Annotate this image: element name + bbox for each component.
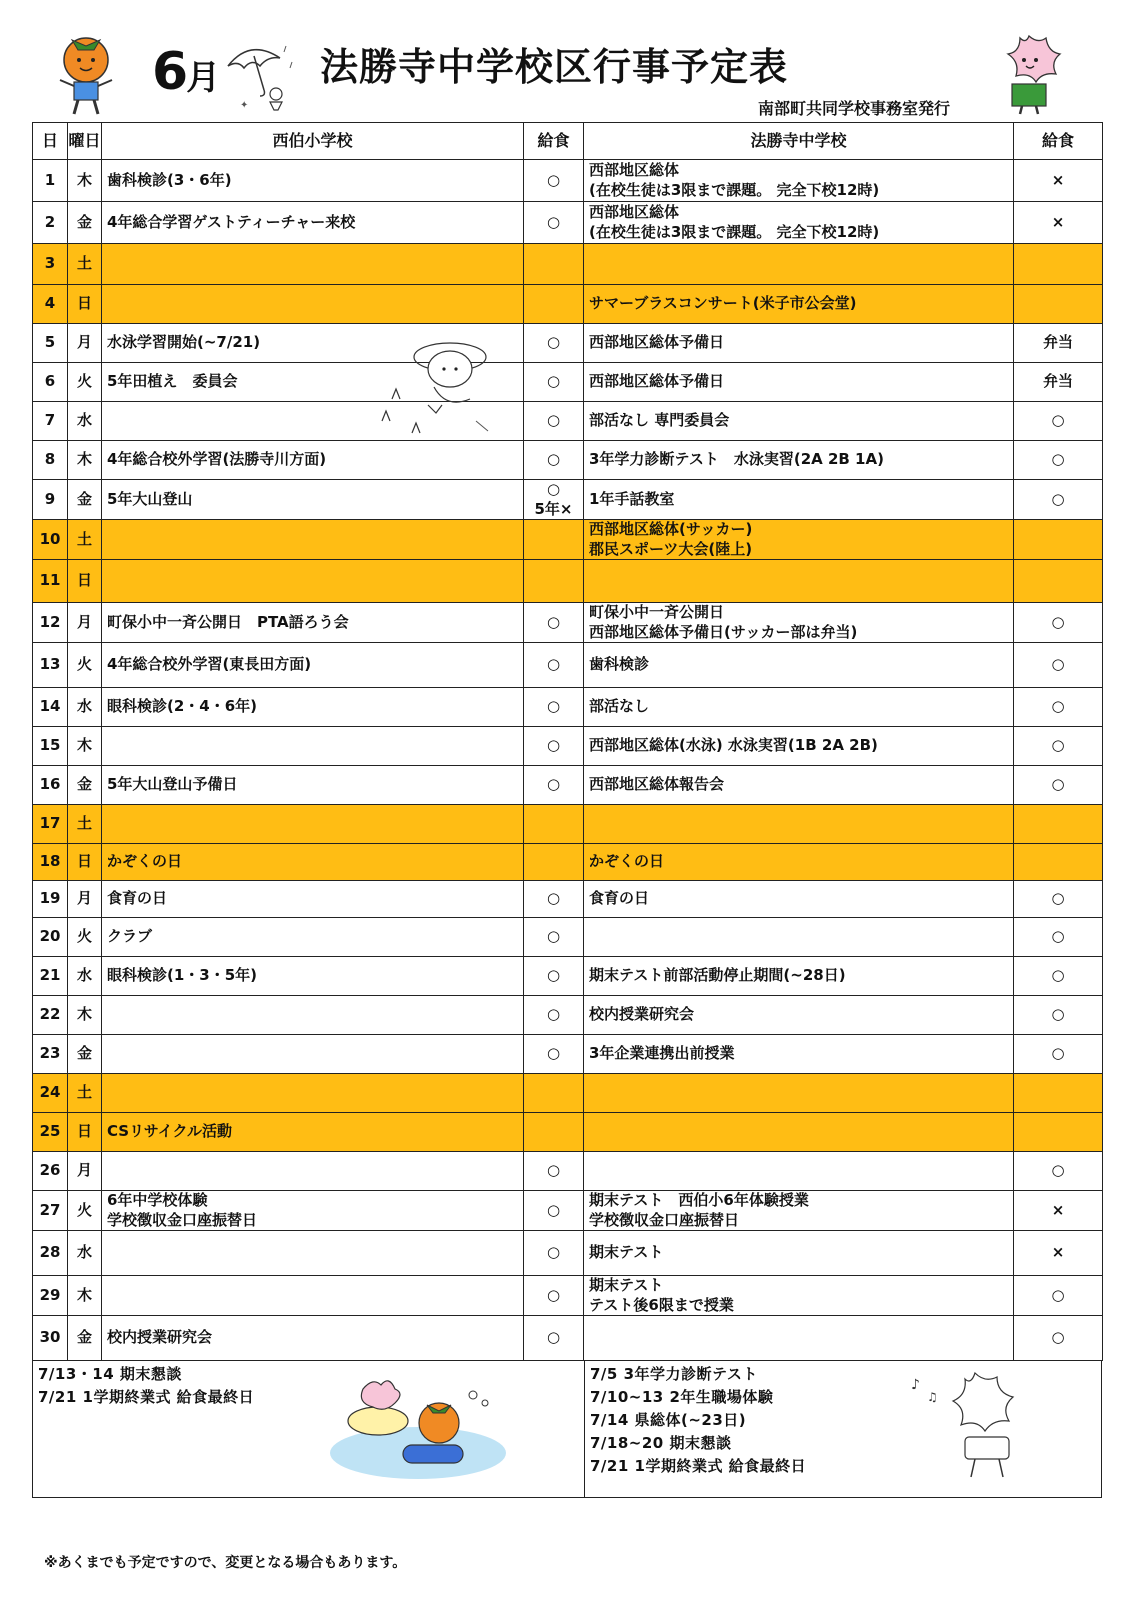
lunch-b-cell: × xyxy=(1014,1191,1103,1231)
day-cell: 24 xyxy=(33,1074,68,1113)
lunch-a-cell xyxy=(524,844,584,881)
lunch-a-cell: ○ xyxy=(524,688,584,727)
table-header-row xyxy=(33,123,1103,160)
footer-left-column xyxy=(33,1361,585,1497)
school-b-event-cell xyxy=(584,1152,1014,1191)
school-a-event-cell xyxy=(102,1035,524,1074)
weekday-cell: 木 xyxy=(68,727,102,766)
publisher-label: 南部町共同学校事務室発行 xyxy=(758,99,951,118)
table-row xyxy=(33,918,1103,957)
table-row xyxy=(33,441,1103,480)
col-header-day: 日 xyxy=(33,123,68,160)
lunch-b-cell: × xyxy=(1014,1231,1103,1276)
footer-right-column xyxy=(585,1361,1101,1497)
day-cell: 16 xyxy=(33,766,68,805)
school-a-event-cell: 眼科検診(1・3・5年) xyxy=(102,957,524,996)
lunch-b-cell: ○ xyxy=(1014,1035,1103,1074)
school-a-event-cell xyxy=(102,520,524,560)
month-label xyxy=(152,42,218,102)
weekday-cell: 水 xyxy=(68,688,102,727)
day-cell: 29 xyxy=(33,1276,68,1316)
weekday-cell: 月 xyxy=(68,324,102,363)
lunch-b-cell: 弁当 xyxy=(1014,324,1103,363)
weekday-cell: 土 xyxy=(68,244,102,285)
weekday-cell: 木 xyxy=(68,160,102,202)
table-row xyxy=(33,1113,1103,1152)
weekday-cell: 火 xyxy=(68,1191,102,1231)
school-a-event-cell xyxy=(102,996,524,1035)
lunch-a-cell: ○ xyxy=(524,603,584,643)
svg-text:♪: ♪ xyxy=(911,1377,920,1393)
school-b-event-cell: 西部地区総体予備日 xyxy=(584,324,1014,363)
day-cell: 21 xyxy=(33,957,68,996)
school-a-event-cell: クラブ xyxy=(102,918,524,957)
lunch-a-cell: ○ xyxy=(524,881,584,918)
weekday-cell: 日 xyxy=(68,844,102,881)
weekday-cell: 土 xyxy=(68,1074,102,1113)
lunch-a-cell xyxy=(524,520,584,560)
school-b-event-cell: 期末テスト テスト後6限まで授業 xyxy=(584,1276,1014,1316)
lunch-b-cell: ○ xyxy=(1014,766,1103,805)
school-b-event-cell: 校内授業研究会 xyxy=(584,996,1014,1035)
weekday-cell: 日 xyxy=(68,285,102,324)
col-header-school-a: 西伯小学校 xyxy=(102,123,524,160)
school-b-event-cell: 期末テスト 西伯小6年体験授業 学校徴収金口座振替日 xyxy=(584,1191,1014,1231)
weekday-cell: 金 xyxy=(68,766,102,805)
lunch-a-cell: ○ xyxy=(524,1191,584,1231)
flower-mascot-icon xyxy=(990,30,1068,116)
school-b-event-cell: 西部地区総体(水泳) 水泳実習(1B 2A 2B) xyxy=(584,727,1014,766)
day-cell: 26 xyxy=(33,1152,68,1191)
school-b-event-cell: 西部地区総体(サッカー) 郡民スポーツ大会(陸上) xyxy=(584,520,1014,560)
day-cell: 10 xyxy=(33,520,68,560)
table-row xyxy=(33,603,1103,643)
table-row xyxy=(33,1231,1103,1276)
table-row xyxy=(33,688,1103,727)
footer-notes xyxy=(32,1361,1102,1498)
page-title: 法勝寺中学校区行事予定表 xyxy=(320,45,789,89)
school-a-event-cell: 校内授業研究会 xyxy=(102,1316,524,1361)
school-b-event-cell: 3年企業連携出前授業 xyxy=(584,1035,1014,1074)
school-a-event-cell xyxy=(102,1276,524,1316)
lunch-b-cell: ○ xyxy=(1014,727,1103,766)
day-cell: 11 xyxy=(33,560,68,603)
weekday-cell: 金 xyxy=(68,1316,102,1361)
table-row xyxy=(33,520,1103,560)
col-header-lunch-b: 給食 xyxy=(1014,123,1103,160)
weekday-cell: 水 xyxy=(68,1231,102,1276)
page-header xyxy=(0,0,1131,122)
school-b-event-cell: 1年手話教室 xyxy=(584,480,1014,520)
month-number: 6 xyxy=(152,42,187,102)
weekday-cell: 火 xyxy=(68,918,102,957)
lunch-b-cell: ○ xyxy=(1014,480,1103,520)
school-a-event-cell: 食育の日 xyxy=(102,881,524,918)
weekday-cell: 月 xyxy=(68,603,102,643)
weekday-cell: 日 xyxy=(68,560,102,603)
school-a-event-cell: 歯科検診(3・6年) xyxy=(102,160,524,202)
table-row xyxy=(33,996,1103,1035)
table-row xyxy=(33,643,1103,688)
weekday-cell: 月 xyxy=(68,1152,102,1191)
school-b-event-cell xyxy=(584,560,1014,603)
school-b-event-cell: かぞくの日 xyxy=(584,844,1014,881)
table-row xyxy=(33,402,1103,441)
lunch-b-cell: ○ xyxy=(1014,881,1103,918)
weekday-cell: 火 xyxy=(68,363,102,402)
lunch-a-cell: ○ xyxy=(524,1035,584,1074)
lunch-b-cell: × xyxy=(1014,202,1103,244)
school-a-event-cell: 4年総合学習ゲストティーチャー来校 xyxy=(102,202,524,244)
day-cell: 28 xyxy=(33,1231,68,1276)
footer-note-line: 7/5 3年学力診断テスト xyxy=(590,1365,758,1383)
lunch-a-cell xyxy=(524,244,584,285)
day-cell: 3 xyxy=(33,244,68,285)
table-row xyxy=(33,285,1103,324)
reading-mascot-icon xyxy=(905,1367,1045,1482)
day-cell: 2 xyxy=(33,202,68,244)
school-a-event-cell: 水泳学習開始(~7/21) xyxy=(102,324,524,363)
lunch-b-cell xyxy=(1014,244,1103,285)
lunch-a-cell: ○ xyxy=(524,363,584,402)
day-cell: 27 xyxy=(33,1191,68,1231)
month-suffix: 月 xyxy=(186,58,219,98)
day-cell: 14 xyxy=(33,688,68,727)
day-cell: 19 xyxy=(33,881,68,918)
disclaimer-note: ※あくまでも予定ですので、変更となる場合もあります。 xyxy=(44,1555,407,1571)
col-header-school-b: 法勝寺中学校 xyxy=(584,123,1014,160)
table-row xyxy=(33,957,1103,996)
school-a-event-cell: 5年大山登山予備日 xyxy=(102,766,524,805)
table-row xyxy=(33,881,1103,918)
table-row xyxy=(33,244,1103,285)
day-cell: 5 xyxy=(33,324,68,363)
col-header-weekday: 曜日 xyxy=(68,123,102,160)
lunch-b-cell: ○ xyxy=(1014,643,1103,688)
lunch-b-cell: ○ xyxy=(1014,1316,1103,1361)
school-b-event-cell: 西部地区総体報告会 xyxy=(584,766,1014,805)
school-b-event-cell: 西部地区総体 (在校生徒は3限まで課題。 完全下校12時) xyxy=(584,202,1014,244)
school-a-event-cell xyxy=(102,560,524,603)
lunch-b-cell xyxy=(1014,805,1103,844)
lunch-b-cell xyxy=(1014,1074,1103,1113)
lunch-b-cell xyxy=(1014,1113,1103,1152)
lunch-b-cell: ○ xyxy=(1014,688,1103,727)
lunch-b-cell: ○ xyxy=(1014,402,1103,441)
table-row xyxy=(33,480,1103,520)
school-a-event-cell: 5年大山登山 xyxy=(102,480,524,520)
footer-note-line: 7/21 1学期終業式 給食最終日 xyxy=(38,1388,255,1406)
umbrella-icon xyxy=(220,36,298,114)
weekday-cell: 火 xyxy=(68,643,102,688)
weekday-cell: 木 xyxy=(68,441,102,480)
lunch-b-cell: 弁当 xyxy=(1014,363,1103,402)
school-b-event-cell: 歯科検診 xyxy=(584,643,1014,688)
school-b-event-cell: 期末テスト xyxy=(584,1231,1014,1276)
lunch-a-cell xyxy=(524,285,584,324)
weekday-cell: 土 xyxy=(68,805,102,844)
lunch-a-cell: ○ xyxy=(524,402,584,441)
table-row xyxy=(33,1191,1103,1231)
day-cell: 30 xyxy=(33,1316,68,1361)
day-cell: 7 xyxy=(33,402,68,441)
lunch-b-cell: ○ xyxy=(1014,957,1103,996)
table-row xyxy=(33,202,1103,244)
school-a-event-cell: CSリサイクル活動 xyxy=(102,1113,524,1152)
day-cell: 18 xyxy=(33,844,68,881)
lunch-a-cell: ○ xyxy=(524,957,584,996)
school-b-event-cell: 部活なし 専門委員会 xyxy=(584,402,1014,441)
lunch-b-cell xyxy=(1014,844,1103,881)
footer-note-line: 7/13・14 期末懇談 xyxy=(38,1365,182,1383)
school-b-event-cell: 部活なし xyxy=(584,688,1014,727)
col-header-lunch-a: 給食 xyxy=(524,123,584,160)
footer-note-line: 7/18~20 期末懇談 xyxy=(590,1434,732,1452)
weekday-cell: 金 xyxy=(68,202,102,244)
weekday-cell: 日 xyxy=(68,1113,102,1152)
weekday-cell: 木 xyxy=(68,1276,102,1316)
lunch-b-cell: ○ xyxy=(1014,996,1103,1035)
lunch-b-cell: ○ xyxy=(1014,918,1103,957)
day-cell: 1 xyxy=(33,160,68,202)
table-row xyxy=(33,160,1103,202)
school-b-event-cell xyxy=(584,1316,1014,1361)
lunch-a-cell: ○ xyxy=(524,202,584,244)
weekday-cell: 水 xyxy=(68,402,102,441)
table-row xyxy=(33,1276,1103,1316)
day-cell: 22 xyxy=(33,996,68,1035)
lunch-a-cell: ○ xyxy=(524,160,584,202)
day-cell: 17 xyxy=(33,805,68,844)
day-cell: 20 xyxy=(33,918,68,957)
table-row xyxy=(33,363,1103,402)
school-b-event-cell: サマーブラスコンサート(米子市公会堂) xyxy=(584,285,1014,324)
lunch-a-cell xyxy=(524,1113,584,1152)
table-row xyxy=(33,1316,1103,1361)
lunch-a-cell: ○ xyxy=(524,1316,584,1361)
school-b-event-cell xyxy=(584,1113,1014,1152)
persimmon-mascot-icon xyxy=(50,30,122,118)
school-b-event-cell: 西部地区総体予備日 xyxy=(584,363,1014,402)
table-row xyxy=(33,727,1103,766)
lunch-b-cell: ○ xyxy=(1014,603,1103,643)
rain-child-icon xyxy=(372,335,497,445)
weekday-cell: 金 xyxy=(68,1035,102,1074)
lunch-b-cell: ○ xyxy=(1014,441,1103,480)
lunch-a-cell: ○ xyxy=(524,1276,584,1316)
school-b-event-cell: 3年学力診断テスト 水泳実習(2A 2B 1A) xyxy=(584,441,1014,480)
schedule-body xyxy=(33,160,1103,1361)
table-row xyxy=(33,844,1103,881)
table-row xyxy=(33,1074,1103,1113)
weekday-cell: 土 xyxy=(68,520,102,560)
day-cell: 8 xyxy=(33,441,68,480)
lunch-a-cell: ○ xyxy=(524,727,584,766)
lunch-a-cell: ○ xyxy=(524,1231,584,1276)
school-a-event-cell xyxy=(102,805,524,844)
footer-note-line: 7/10~13 2年生職場体験 xyxy=(590,1388,774,1406)
school-a-event-cell: 4年総合校外学習(東長田方面) xyxy=(102,643,524,688)
school-b-event-cell: 西部地区総体 (在校生徒は3限まで課題。 完全下校12時) xyxy=(584,160,1014,202)
school-a-event-cell xyxy=(102,1152,524,1191)
day-cell: 15 xyxy=(33,727,68,766)
schedule-table xyxy=(32,122,1103,1361)
lunch-b-cell xyxy=(1014,520,1103,560)
lunch-a-cell: ○ xyxy=(524,1152,584,1191)
school-a-event-cell: 6年中学校体験 学校徴収金口座振替日 xyxy=(102,1191,524,1231)
school-b-event-cell xyxy=(584,1074,1014,1113)
school-b-event-cell xyxy=(584,805,1014,844)
lunch-a-cell: ○ xyxy=(524,441,584,480)
footer-note-line: 7/14 県総体(~23日) xyxy=(590,1411,747,1429)
lunch-b-cell xyxy=(1014,285,1103,324)
table-row xyxy=(33,805,1103,844)
day-cell: 9 xyxy=(33,480,68,520)
lunch-a-cell: ○ 5年× xyxy=(524,480,584,520)
weekday-cell: 水 xyxy=(68,957,102,996)
table-row xyxy=(33,324,1103,363)
school-a-event-cell: 4年総合校外学習(法勝寺川方面) xyxy=(102,441,524,480)
school-a-event-cell: 5年田植え 委員会 xyxy=(102,363,524,402)
day-cell: 23 xyxy=(33,1035,68,1074)
school-b-event-cell: 期末テスト前部活動停止期間(~28日) xyxy=(584,957,1014,996)
lunch-a-cell: ○ xyxy=(524,996,584,1035)
school-a-event-cell: 眼科検診(2・4・6年) xyxy=(102,688,524,727)
lunch-a-cell xyxy=(524,560,584,603)
svg-text:✦: ✦ xyxy=(240,100,249,111)
school-b-event-cell xyxy=(584,918,1014,957)
lunch-b-cell: × xyxy=(1014,160,1103,202)
table-row xyxy=(33,1152,1103,1191)
weekday-cell: 金 xyxy=(68,480,102,520)
school-a-event-cell xyxy=(102,244,524,285)
day-cell: 4 xyxy=(33,285,68,324)
swimming-mascots-icon xyxy=(323,1363,513,1483)
lunch-b-cell: ○ xyxy=(1014,1152,1103,1191)
footer-note-line: 7/21 1学期終業式 給食最終日 xyxy=(590,1457,807,1475)
svg-text:♫: ♫ xyxy=(927,1390,938,1404)
school-b-event-cell: 食育の日 xyxy=(584,881,1014,918)
day-cell: 6 xyxy=(33,363,68,402)
school-b-event-cell: 町保小中一斉公開日 西部地区総体予備日(サッカー部は弁当) xyxy=(584,603,1014,643)
school-a-event-cell xyxy=(102,727,524,766)
school-b-event-cell xyxy=(584,244,1014,285)
weekday-cell: 木 xyxy=(68,996,102,1035)
weekday-cell: 月 xyxy=(68,881,102,918)
table-row xyxy=(33,560,1103,603)
lunch-a-cell: ○ xyxy=(524,643,584,688)
lunch-a-cell: ○ xyxy=(524,324,584,363)
lunch-a-cell xyxy=(524,805,584,844)
school-a-event-cell xyxy=(102,1074,524,1113)
school-a-event-cell xyxy=(102,285,524,324)
school-a-event-cell xyxy=(102,1231,524,1276)
lunch-a-cell xyxy=(524,1074,584,1113)
day-cell: 13 xyxy=(33,643,68,688)
lunch-a-cell: ○ xyxy=(524,766,584,805)
school-a-event-cell: 町保小中一斉公開日 PTA語ろう会 xyxy=(102,603,524,643)
lunch-b-cell xyxy=(1014,560,1103,603)
day-cell: 25 xyxy=(33,1113,68,1152)
table-row xyxy=(33,766,1103,805)
day-cell: 12 xyxy=(33,603,68,643)
table-row xyxy=(33,1035,1103,1074)
school-a-event-cell: かぞくの日 xyxy=(102,844,524,881)
lunch-b-cell: ○ xyxy=(1014,1276,1103,1316)
lunch-a-cell: ○ xyxy=(524,918,584,957)
